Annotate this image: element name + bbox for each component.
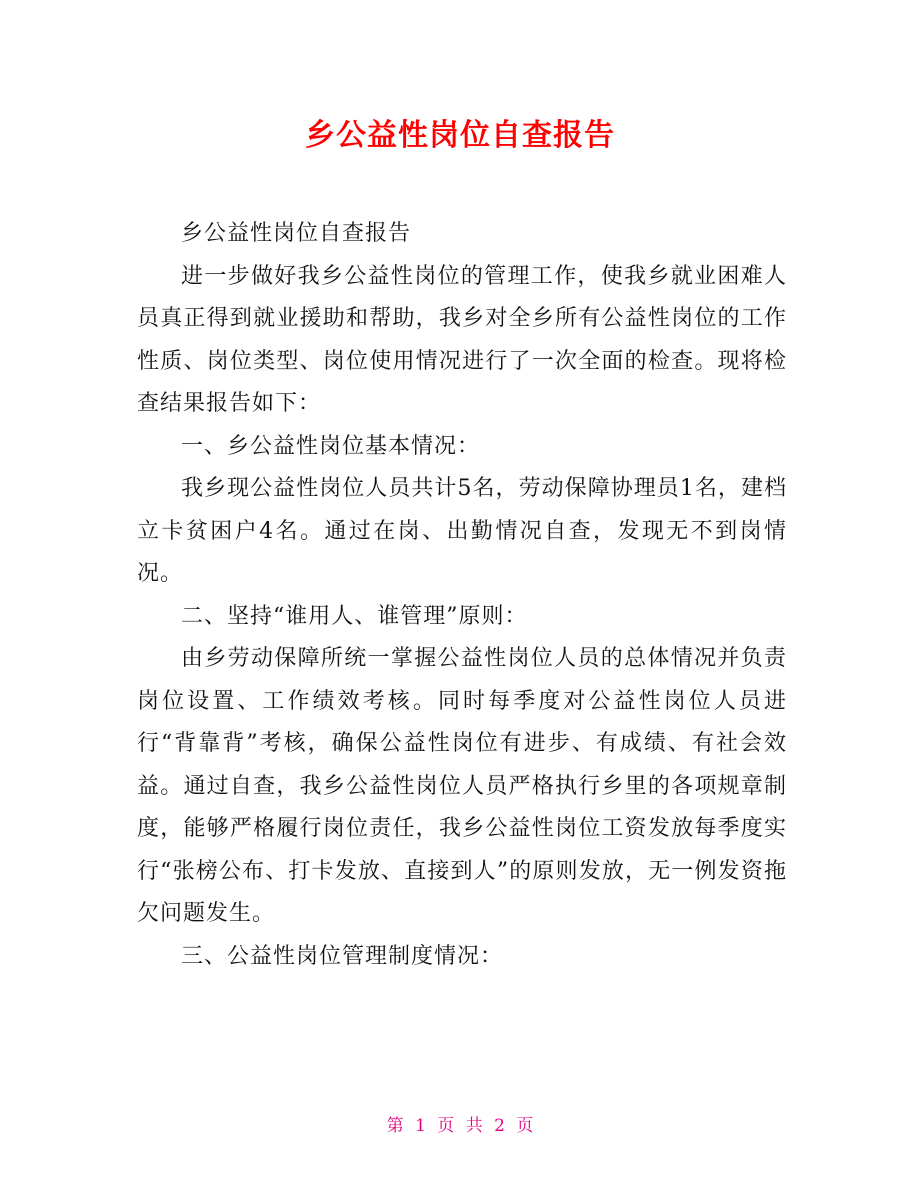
section-heading-2: 二、坚持“谁用人、谁管理”原则： [181, 603, 528, 629]
page-number-footer: 第 1 页 共 2 页 [386, 1116, 534, 1136]
section-heading-1: 一、乡公益性岗位基本情况： [181, 433, 481, 459]
paragraph-basic-info: 我乡现公益性岗位人员共计5名，劳动保障协理员1名，建档立卡贫困户4名。通过在岗、出勤情况自查，发现无不到岗情况。 [137, 476, 787, 586]
document-body [137, 213, 787, 978]
document-title: 乡公益性岗位自查报告 [305, 118, 615, 153]
section-heading-3: 三、公益性岗位管理制度情况： [181, 943, 504, 969]
paragraph-intro: 进一步做好我乡公益性岗位的管理工作，使我乡就业困难人员真正得到就业援助和帮助，我乡对全乡所有公益性岗位的工作性质、岗位类型、岗位使用情况进行了一次全面的检查。现将检查结果报告如下： [137, 263, 787, 416]
paragraph-management: 由乡劳动保障所统一掌握公益性岗位人员的总体情况并负责岗位设置、工作绩效考核。同时每季度对公益性岗位人员进行“背靠背”考核，确保公益性岗位有进步、有成绩、有社会效益。通过自查，我乡公益性岗位人员严格执行乡里的各项规章制度，能够严格履行岗位责任，我乡公益性岗位工资发放每季度实行“张榜公布、打卡发放、直接到人”的原则发放，无一例发资拖欠问题发生。 [137, 646, 787, 926]
paragraph-subtitle: 乡公益性岗位自查报告 [181, 221, 412, 246]
